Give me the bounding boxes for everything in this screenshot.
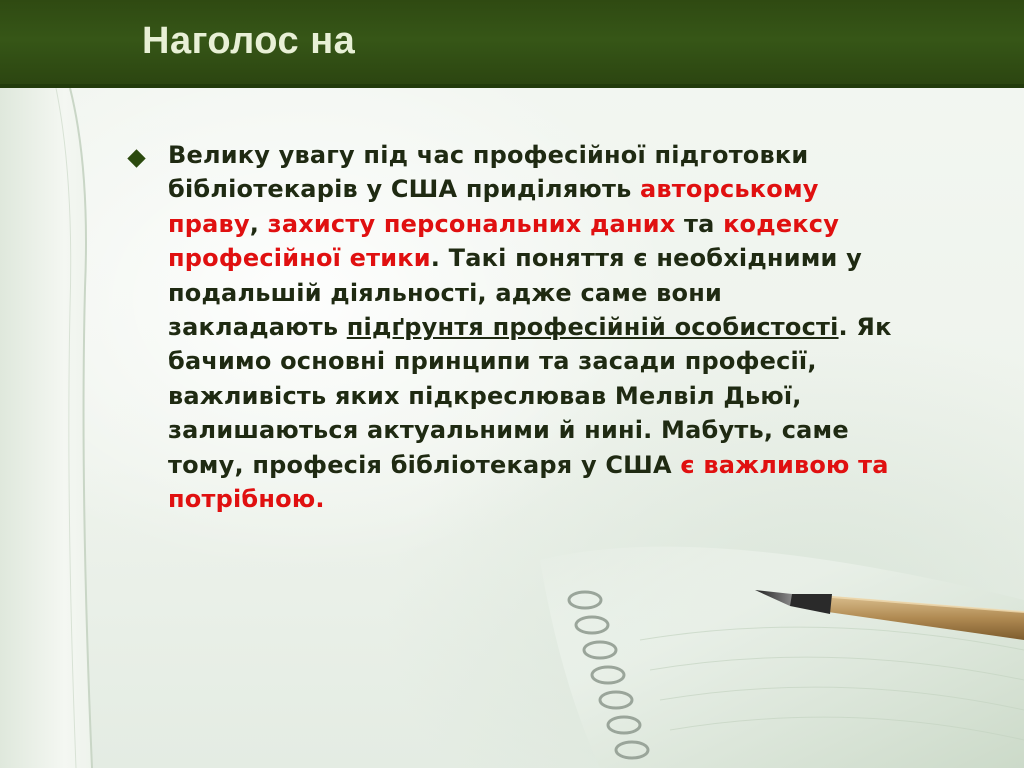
text-run: та <box>675 209 724 238</box>
diamond-bullet-icon <box>127 149 145 167</box>
text-run: . Як бачимо основні принципи та засади професії, важливість яких підкреслював Мелвіл Дьюї, залишаються актуальними й нині. Мабуть, саме тому, професія бібліотекаря у США <box>168 313 892 479</box>
content-area <box>130 138 900 516</box>
text-run: , <box>249 209 268 238</box>
underlined-foundation: підґрунтя професійній особистості <box>346 313 839 342</box>
highlight-data-protection: захисту персональних даних <box>267 209 676 238</box>
text-run: . Такі поняття є необхідними у подальшій діяльності, адже саме вони закладають <box>168 244 862 342</box>
slide-title: Наголос на <box>142 20 356 62</box>
highlight-copyright: авторському праву <box>168 175 819 238</box>
highlight-important: є важливою та потрібною. <box>168 450 889 514</box>
text-run: Велику увагу під час професійної підготовки бібліотекарів у США приділяють <box>168 141 809 204</box>
bullet-paragraph <box>168 138 900 516</box>
highlight-ethics-code: кодексу професійної етики <box>168 209 840 273</box>
